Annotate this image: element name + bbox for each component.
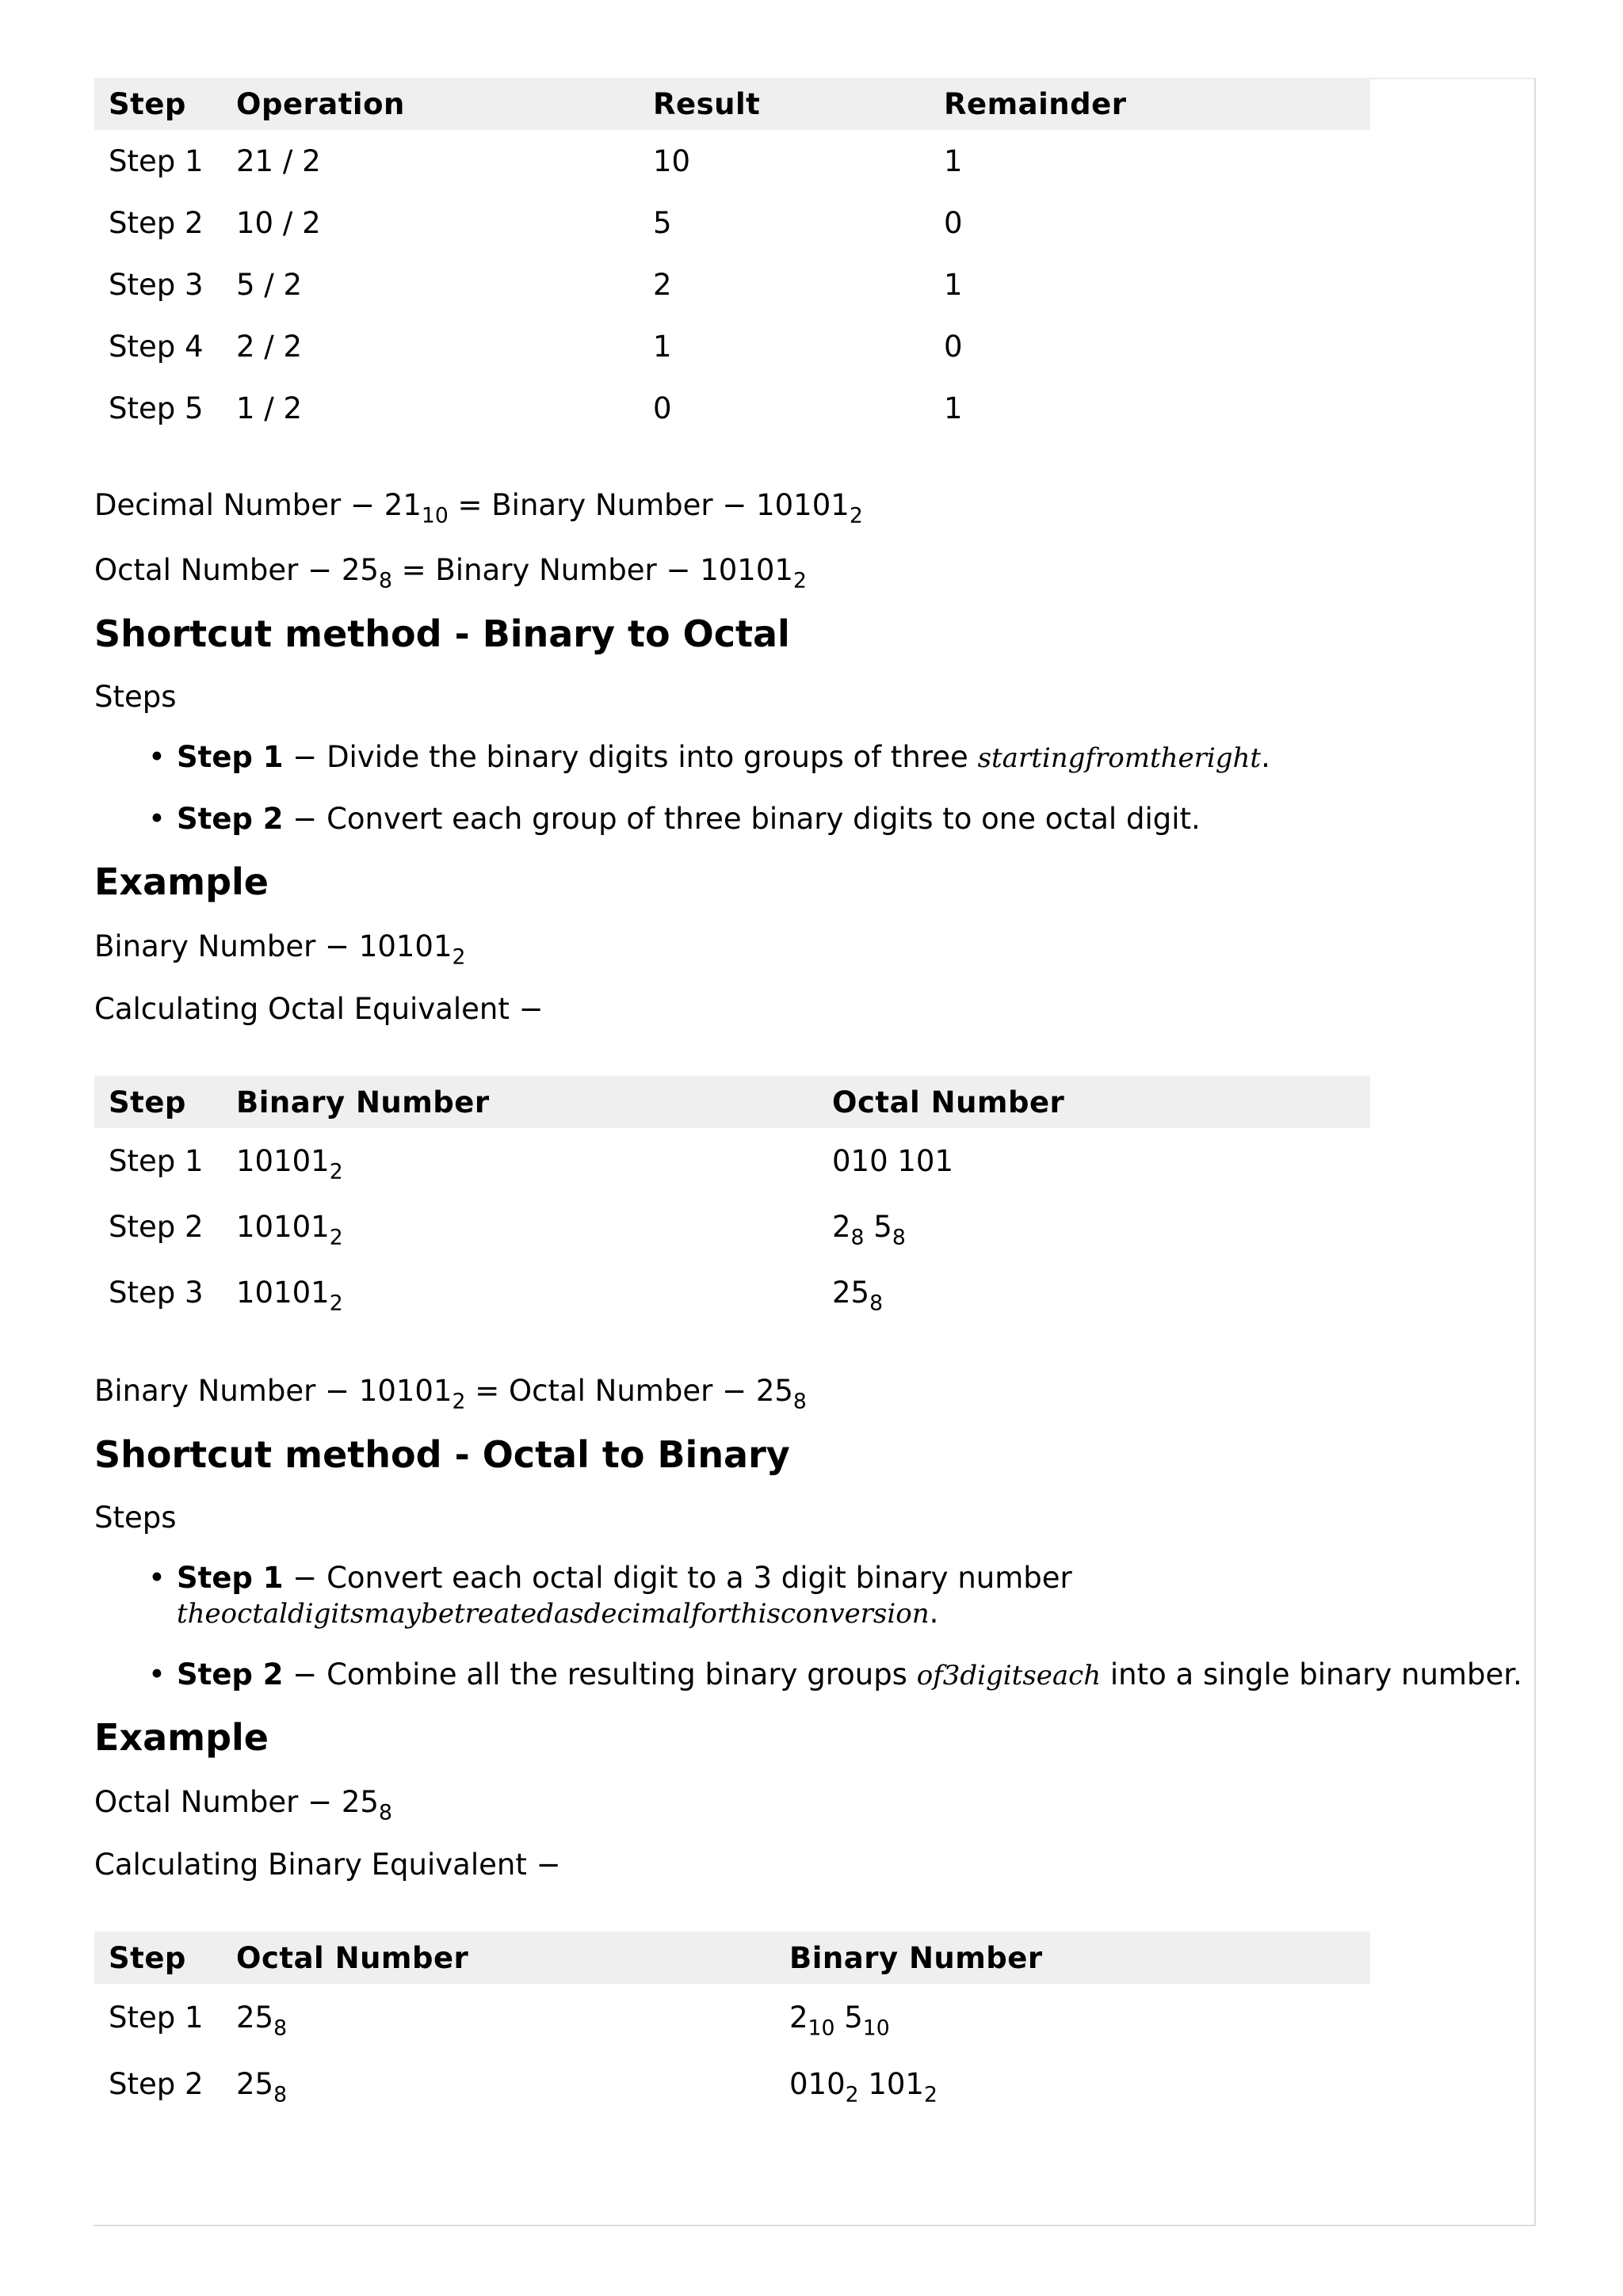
binary-number-line <box>94 929 1537 970</box>
text: 101 <box>858 2066 924 2101</box>
table-cell <box>775 1984 1370 2050</box>
column-header: Result <box>639 78 930 130</box>
table-cell: Step 1 <box>109 1143 204 1178</box>
subscript: 8 <box>892 1224 906 1249</box>
subscript: 2 <box>452 944 466 970</box>
subscript: 8 <box>273 2082 288 2107</box>
octal-number-line <box>94 1785 1537 1825</box>
step-label: Step 1 <box>177 740 284 775</box>
table-cell <box>222 1193 818 1260</box>
steps-label: Steps <box>94 1500 177 1535</box>
example-heading: Example <box>94 1716 269 1760</box>
table-cell: Step 3 <box>109 1275 204 1310</box>
text: 5 <box>834 2000 863 2035</box>
text: into a single binary number. <box>1101 1657 1522 1691</box>
subscript: 2 <box>329 1290 343 1315</box>
text: Binary Number − 10101 <box>94 929 453 964</box>
text: 10101 <box>236 1143 330 1178</box>
table-cell: 1 <box>944 391 963 425</box>
table-header-row <box>94 1932 1370 1984</box>
text: = Octal Number − 25 <box>465 1374 793 1409</box>
example-heading: Example <box>94 860 269 904</box>
list-item <box>177 740 1537 775</box>
table-cell <box>775 2050 1370 2117</box>
table-cell: 2 / 2 <box>236 329 303 364</box>
calc-label: Calculating Octal Equivalent − <box>94 991 544 1026</box>
table-cell: 1 <box>944 267 963 302</box>
subscript: 2 <box>845 2082 859 2107</box>
text: 010 <box>789 2066 846 2101</box>
subscript: 2 <box>792 568 807 593</box>
decimal-to-binary-table <box>94 78 1370 439</box>
table-cell: Step 4 <box>109 329 204 364</box>
math-text: startingfromtheright <box>977 742 1262 775</box>
table-cell: 10 <box>653 143 691 178</box>
list-item <box>177 1657 1537 1692</box>
table-cell: 5 <box>653 205 672 240</box>
steps-list <box>94 740 1537 837</box>
subscript: 2 <box>452 1389 466 1414</box>
subscript: 8 <box>378 1800 392 1825</box>
text: 25 <box>832 1275 870 1310</box>
table-cell <box>222 2050 775 2117</box>
section-heading: Shortcut method - Binary to Octal <box>94 612 790 655</box>
table-header-row <box>94 78 1370 130</box>
table-cell <box>818 1193 1370 1260</box>
table-cell: Step 2 <box>109 2066 204 2101</box>
table-row <box>94 1128 1370 1193</box>
math-text: theoctaldigitsmaybetreatedasdecimalforthisconversion <box>177 1598 930 1630</box>
table-row <box>94 2050 1370 2117</box>
table-cell: 2 <box>653 267 672 302</box>
table-row <box>94 254 1370 315</box>
step-label: Step 2 <box>177 801 284 836</box>
column-header: Remainder <box>930 78 1370 130</box>
table-cell: 0 <box>944 205 963 240</box>
table-cell: 1 <box>653 329 672 364</box>
subscript: 2 <box>923 2082 938 2107</box>
subscript: 8 <box>850 1224 865 1249</box>
table-cell <box>222 1260 818 1325</box>
text: . <box>929 1596 939 1630</box>
text: − Convert each octal digit to a 3 digit binary number <box>283 1561 1072 1596</box>
text: Decimal Number − 21 <box>94 488 422 522</box>
subscript: 10 <box>862 2016 890 2041</box>
text: 25 <box>236 2066 274 2101</box>
subscript: 8 <box>869 1290 884 1315</box>
subscript: 2 <box>329 1224 343 1249</box>
table-cell: Step 5 <box>109 391 204 425</box>
table-row <box>94 130 1370 192</box>
subscript: 8 <box>273 2016 288 2041</box>
table-cell: 21 / 2 <box>236 143 321 178</box>
table-row <box>94 1193 1370 1260</box>
table-cell: 010 101 <box>832 1143 954 1178</box>
column-header: Step <box>94 78 222 130</box>
text: Octal Number − 25 <box>94 553 379 588</box>
result-line-binary-octal <box>94 1374 1537 1414</box>
table-cell: 5 / 2 <box>236 267 303 302</box>
subscript: 8 <box>792 1389 807 1414</box>
text: − Divide the binary digits into groups of three <box>283 740 978 775</box>
text: 5 <box>864 1209 892 1244</box>
table-row <box>94 192 1370 254</box>
table-cell: Step 2 <box>109 1209 204 1244</box>
text: 25 <box>236 2000 274 2035</box>
step-label: Step 2 <box>177 1657 284 1691</box>
text: − Combine all the resulting binary groups <box>283 1657 917 1691</box>
table-cell: Step 1 <box>109 2000 204 2035</box>
section-heading: Shortcut method - Octal to Binary <box>94 1432 790 1476</box>
text: = Binary Number − 10101 <box>391 553 793 588</box>
column-header: Binary Number <box>222 1076 818 1128</box>
text: = Binary Number − 10101 <box>448 488 850 522</box>
table-cell: 0 <box>944 329 963 364</box>
steps-list <box>94 1561 1537 1692</box>
list-item <box>177 802 1537 837</box>
table-cell <box>818 1260 1370 1325</box>
table-cell: Step 1 <box>109 143 204 178</box>
binary-to-octal-table <box>94 1076 1370 1325</box>
table-cell <box>222 1128 818 1193</box>
text: 2 <box>789 2000 808 2035</box>
column-header: Octal Number <box>818 1076 1370 1128</box>
math-text: of3digitseach <box>916 1659 1102 1691</box>
text: 2 <box>832 1209 851 1244</box>
table-cell: 10 / 2 <box>236 205 321 240</box>
text: 10101 <box>236 1275 330 1310</box>
column-header: Operation <box>222 78 639 130</box>
document-content <box>94 78 1537 2117</box>
table-cell: 1 / 2 <box>236 391 303 425</box>
column-header: Step <box>94 1932 222 1984</box>
calc-label: Calculating Binary Equivalent − <box>94 1847 561 1882</box>
text: − Convert each group of three binary digits to one octal digit. <box>283 801 1201 836</box>
column-header: Step <box>94 1076 222 1128</box>
subscript: 10 <box>421 503 449 528</box>
table-cell: 0 <box>653 391 672 425</box>
subscript: 10 <box>808 2016 835 2041</box>
result-line-decimal-binary <box>94 488 1537 528</box>
table-row <box>94 377 1370 439</box>
table-cell: Step 2 <box>109 205 204 240</box>
subscript: 2 <box>849 503 863 528</box>
steps-label: Steps <box>94 679 177 714</box>
subscript: 8 <box>378 568 392 593</box>
list-item <box>177 1561 1537 1631</box>
table-cell <box>222 1984 775 2050</box>
text: Octal Number − 25 <box>94 1785 379 1820</box>
octal-to-binary-table <box>94 1932 1370 2117</box>
table-row <box>94 315 1370 377</box>
step-label: Step 1 <box>177 1561 284 1596</box>
table-cell: Step 3 <box>109 267 204 302</box>
text: Binary Number − 10101 <box>94 1374 453 1409</box>
text: . <box>1261 740 1270 775</box>
subscript: 2 <box>329 1158 343 1184</box>
table-row <box>94 1260 1370 1325</box>
table-row <box>94 1984 1370 2050</box>
table-header-row <box>94 1076 1370 1128</box>
column-header: Binary Number <box>775 1932 1370 1984</box>
result-line-octal-binary <box>94 553 1537 593</box>
text: 10101 <box>236 1209 330 1244</box>
table-cell: 1 <box>944 143 963 178</box>
column-header: Octal Number <box>222 1932 775 1984</box>
